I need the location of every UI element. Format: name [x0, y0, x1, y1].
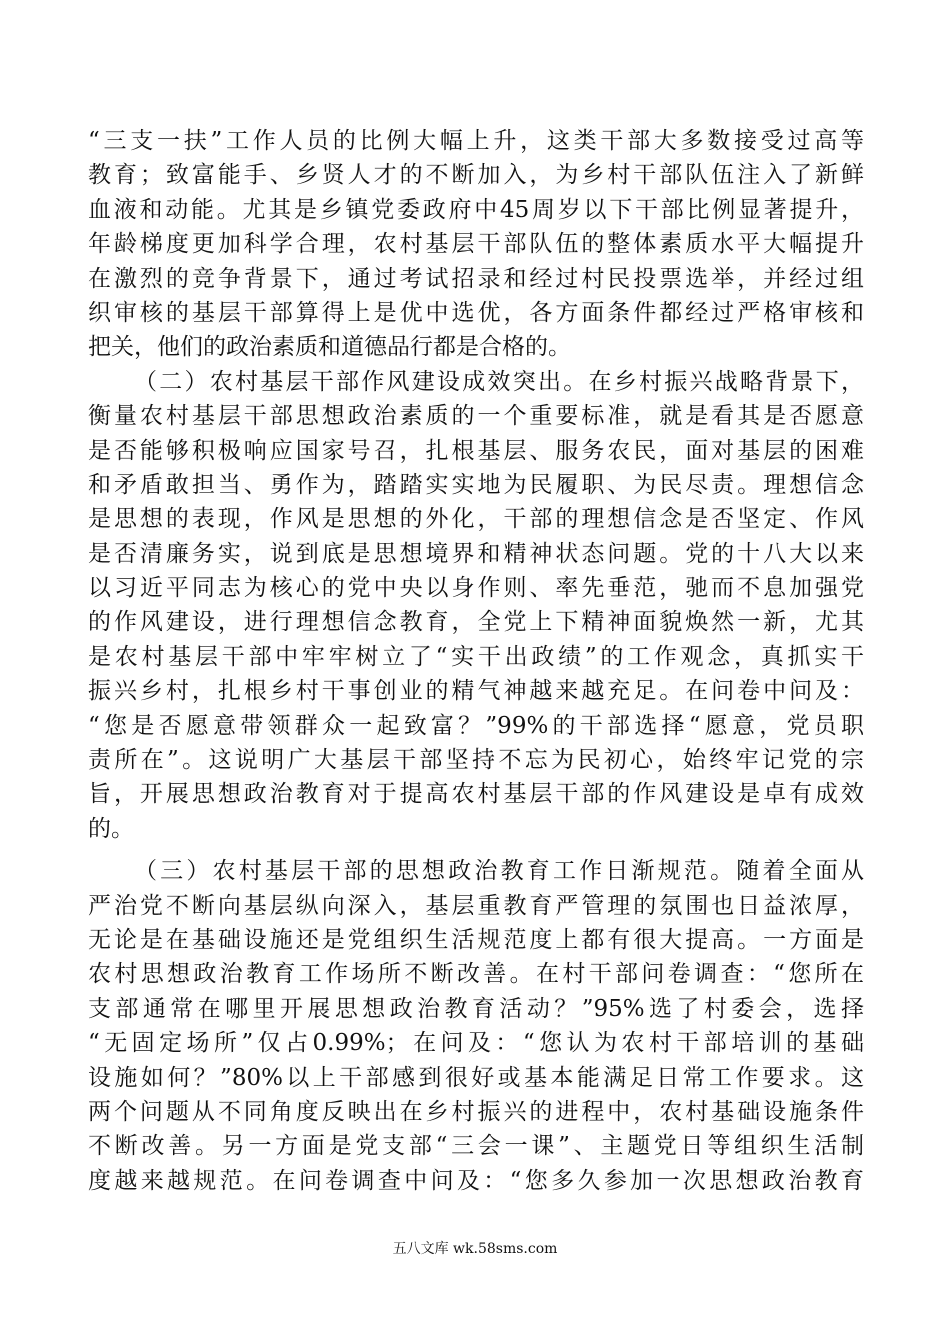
- text-line: “您是否愿意带领群众一起致富？”99%的干部选择“愿意，党员职: [88, 712, 864, 739]
- text-line: 两个问题从不同角度反映出在乡村振兴的进程中，农村基础设施条件: [88, 1098, 864, 1125]
- paragraph-1: [88, 124, 864, 365]
- text-line: 振兴乡村，扎根乡村干事创业的精气神越来越充足。在问卷中问及：: [88, 678, 864, 705]
- text-line: 不断改善。另一方面是党支部“三会一课”、主题党日等组织生活制: [88, 1133, 864, 1160]
- text-line: 严治党不断向基层纵向深入，基层重教育严管理的氛围也日益浓厚，: [88, 892, 864, 919]
- text-line: 的。: [88, 815, 134, 842]
- text-line: 是思想的表现，作风是思想的外化，干部的理想信念是否坚定、作风: [88, 506, 864, 533]
- text-line: 设施如何？”80%以上干部感到很好或基本能满足日常工作要求。这: [88, 1064, 864, 1091]
- text-line: 以习近平同志为核心的党中央以身作则、率先垂范，驰而不息加强党: [88, 575, 864, 602]
- text-line: “三支一扶”工作人员的比例大幅上升，这类干部大多数接受过高等: [88, 128, 864, 154]
- paragraph-3: [88, 854, 864, 1198]
- text-line: 支部通常在哪里开展思想政治教育活动？”95%选了村委会，选择: [88, 995, 864, 1022]
- footer-watermark: 五八文库 wk.58sms.com: [392, 1241, 558, 1257]
- text-line: “无固定场所”仅占0.99%；在问及：“您认为农村干部培训的基础: [88, 1030, 864, 1057]
- text-line: （三）农村基层干部的思想政治教育工作日渐规范。随着全面从: [134, 858, 864, 885]
- text-line: 农村思想政治教育工作场所不断改善。在村干部问卷调查：“您所在: [88, 961, 864, 988]
- text-line: 和矛盾敢担当、勇作为，踏踏实实地为民履职、为民尽责。理想信念: [88, 471, 864, 498]
- text-line: 年龄梯度更加科学合理，农村基层干部队伍的整体素质水平大幅提升: [88, 231, 864, 258]
- text-line: 衡量农村基层干部思想政治素质的一个重要标准，就是看其是否愿意: [88, 403, 864, 430]
- text-line: 无论是在基础设施还是党组织生活规范度上都有很大提高。一方面是: [88, 926, 864, 953]
- text-line: 是农村基层干部中牢牢树立了“实干出政绩”的工作观念，真抓实干: [88, 643, 864, 670]
- text-line: 在激烈的竞争背景下，通过考试招录和经过村民投票选举，并经过组: [88, 265, 864, 292]
- paragraph-2: [88, 365, 864, 846]
- text-line: 教育；致富能手、乡贤人才的不断加入，为乡村干部队伍注入了新鲜: [88, 162, 864, 189]
- text-line: 把关，他们的政治素质和道德品行都是合格的。: [88, 334, 571, 361]
- document-body: [88, 124, 864, 1198]
- text-line: 旨，开展思想政治教育对于提高农村基层干部的作风建设是卓有成效: [88, 781, 864, 808]
- text-line: 的作风建设，进行理想信念教育，全党上下精神面貌焕然一新，尤其: [88, 609, 864, 636]
- text-line: 织审核的基层干部算得上是优中选优，各方面条件都经过严格审核和: [88, 299, 864, 326]
- text-line: 责所在”。这说明广大基层干部坚持不忘为民初心，始终牢记党的宗: [88, 747, 864, 774]
- text-line: 是否清廉务实，说到底是思想境界和精神状态问题。党的十八大以来: [88, 540, 864, 567]
- text-line: （二）农村基层干部作风建设成效突出。在乡村振兴战略背景下，: [134, 368, 864, 395]
- paragraph-spacer: [88, 846, 864, 854]
- text-line: 是否能够积极响应国家号召，扎根基层、服务农民，面对基层的困难: [88, 437, 864, 464]
- text-line: 度越来越规范。在问卷调查中问及：“您多久参加一次思想政治教育: [88, 1167, 864, 1194]
- text-line: 血液和动能。尤其是乡镇党委政府中45周岁以下干部比例显著提升，: [88, 196, 864, 223]
